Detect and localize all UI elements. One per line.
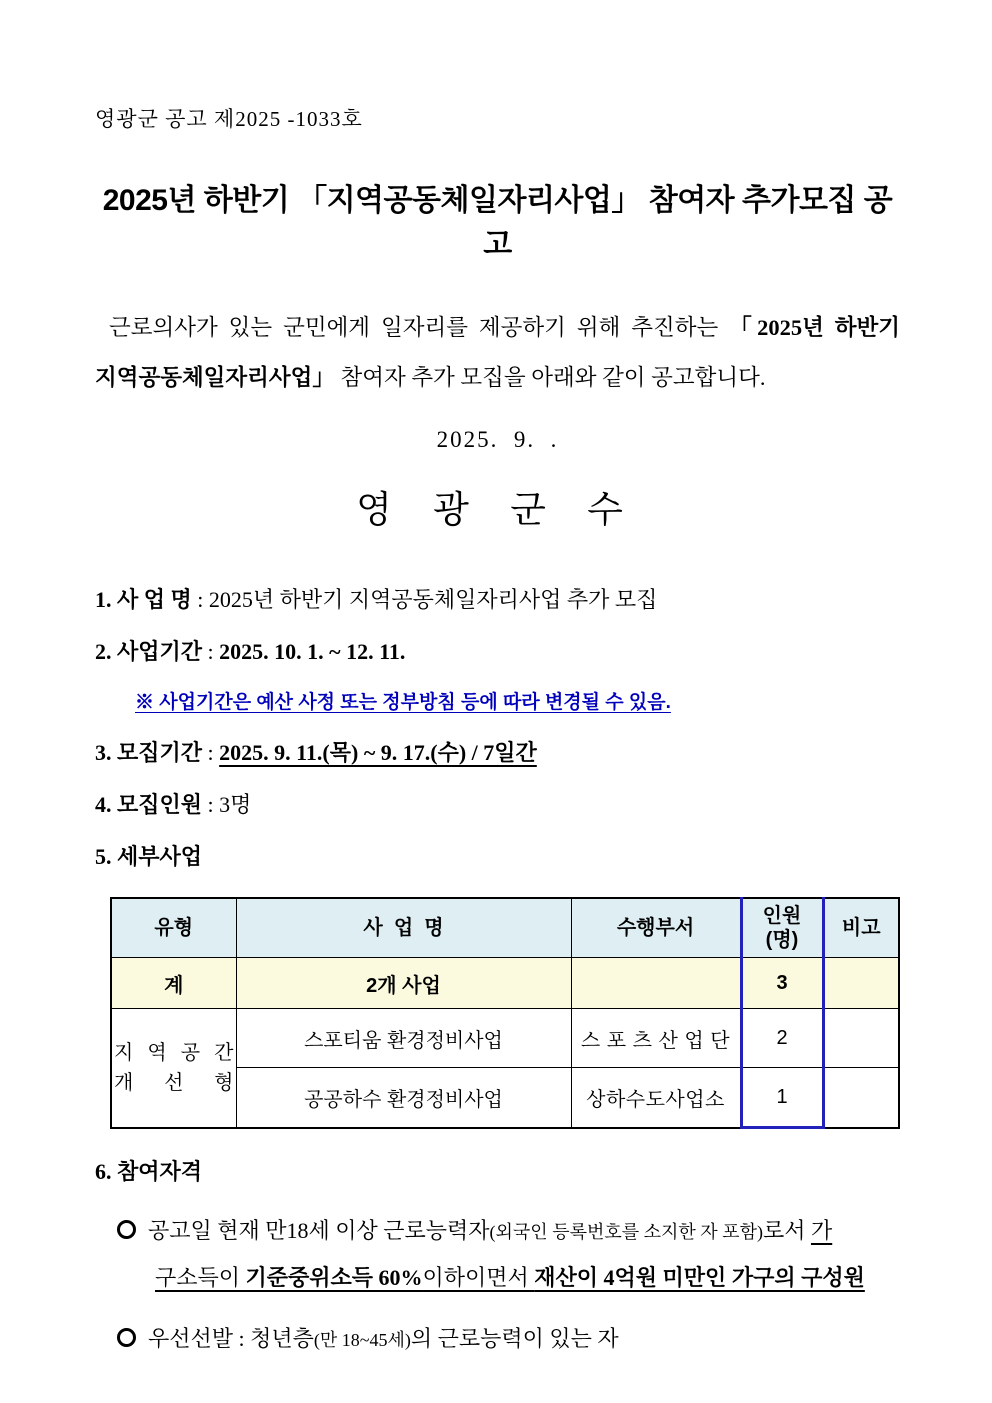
item-recruit-count [95,788,900,819]
eligibility-bullet-2 [117,1322,900,1353]
item-value: 3명 [219,792,252,817]
bullet1-parenthetical: (외국인 등록번호를 소지한 자 포함) [489,1222,763,1242]
item-project-period [95,635,900,666]
hollow-circle-bullet-icon [117,1220,136,1239]
period-change-note: ※ 사업기간은 예산 사정 또는 정부방침 등에 따라 변경될 수 있음. [135,692,671,713]
bullet2-text: 우선선발 : 청년층 [148,1326,314,1351]
total-type: 계 [111,958,236,1009]
bullet1-line2-bold1: 기준중위소득 60% [245,1265,423,1290]
row-headcount: 1 [741,1068,823,1128]
row-project-name: 스포티움 환경정비사업 [236,1009,571,1068]
hollow-circle-bullet-icon [117,1328,136,1347]
item-value: 2025. 10. 1. ~ 12. 11. [219,639,406,664]
bullet1-line2 [155,1261,900,1292]
table-row [111,1009,899,1068]
page-title: 2025년 하반기 「지역공동체일자리사업」 참여자 추가모집 공고 [102,184,893,261]
group-type-line1: 지 역 공 간 [114,1041,234,1064]
table-total-row [111,958,899,1009]
row-headcount: 2 [741,1009,823,1068]
item-number: 1. [95,587,112,612]
group-type-line2: 개 선 형 [114,1071,234,1094]
eligibility-bullet-1 [117,1214,900,1292]
bullet1-text-post: 로서 [762,1218,811,1243]
signer-name: 영 광 군 수 [356,490,639,531]
date-line: 2025. 9. . [436,427,559,452]
item-separator: : [202,792,220,817]
item-detail-projects [95,840,900,871]
intro-paragraph [95,303,900,403]
item-label: 모집인원 [117,792,203,817]
header-headcount [741,898,823,958]
item-label: 사업기간 [117,639,203,664]
item-separator: : [191,587,209,612]
bullet1-underlined-char: 가 [810,1218,833,1243]
item-number: 3. [95,740,112,765]
row-department: 스 포 츠 산 업 단 [571,1009,741,1068]
group-type-cell [111,1009,236,1128]
item-value: 2025년 하반기 지역공동체일자리사업 추가 모집 [208,587,658,612]
header-type: 유형 [111,898,236,958]
item-recruit-period [95,736,900,767]
intro-text-bold: 「2025년 하반기 지역공동체일자리사업」 [95,315,900,390]
intro-text-pre: 근로의사가 있는 군민에게 일자리를 제공하기 위해 추진하는 [109,315,730,340]
item-number: 6. [95,1159,112,1184]
bullet1-line2-text: 구소득이 [155,1265,246,1290]
table-header-row [111,898,899,958]
notice-number: 영광군 공고 제2025 -1033호 [95,107,363,131]
row-project-name: 공공하수 환경정비사업 [236,1068,571,1128]
total-headcount: 3 [741,958,823,1009]
item-separator: : [202,740,220,765]
header-headcount-line2: (명) [765,929,799,951]
item-label: 참여자격 [117,1159,203,1184]
row-remarks [823,1009,899,1068]
bullet2-text-post: 의 근로능력이 있는 자 [410,1326,619,1351]
item-label: 모집기간 [117,740,203,765]
program-table [110,897,900,1129]
item-list [95,583,900,871]
bullet1-line2-bold2: 재산이 4억원 미만인 가구의 구성원 [534,1265,865,1290]
item-value: 2025. 9. 11.(목) ~ 9. 17.(수) / 7일간 [219,740,537,765]
bullet2-parenthetical: (만 18~45세) [313,1330,411,1350]
header-project-name: 사 업 명 [236,898,571,958]
item-number: 5. [95,844,112,869]
item-project-name [95,583,900,614]
item-eligibility [95,1155,900,1186]
row-remarks [823,1068,899,1128]
item-label: 사 업 명 [117,587,192,612]
header-headcount-line1: 인원 [762,905,802,927]
intro-text-post: 참여자 추가 모집을 아래와 같이 공고합니다. [334,365,766,390]
eligibility-bullets [117,1214,900,1353]
total-project-name: 2개 사업 [236,958,571,1009]
bullet1-line2-text2: 이하이면서 [422,1265,535,1290]
item-separator: : [202,639,220,664]
item-number: 2. [95,639,112,664]
total-department [571,958,741,1009]
row-department: 상하수도사업소 [571,1068,741,1128]
item-label: 세부사업 [117,844,203,869]
header-remarks: 비고 [823,898,899,958]
header-department: 수행부서 [571,898,741,958]
bullet1-text: 공고일 현재 만18세 이상 근로능력자 [148,1218,490,1243]
total-remarks [823,958,899,1009]
item-number: 4. [95,792,112,817]
